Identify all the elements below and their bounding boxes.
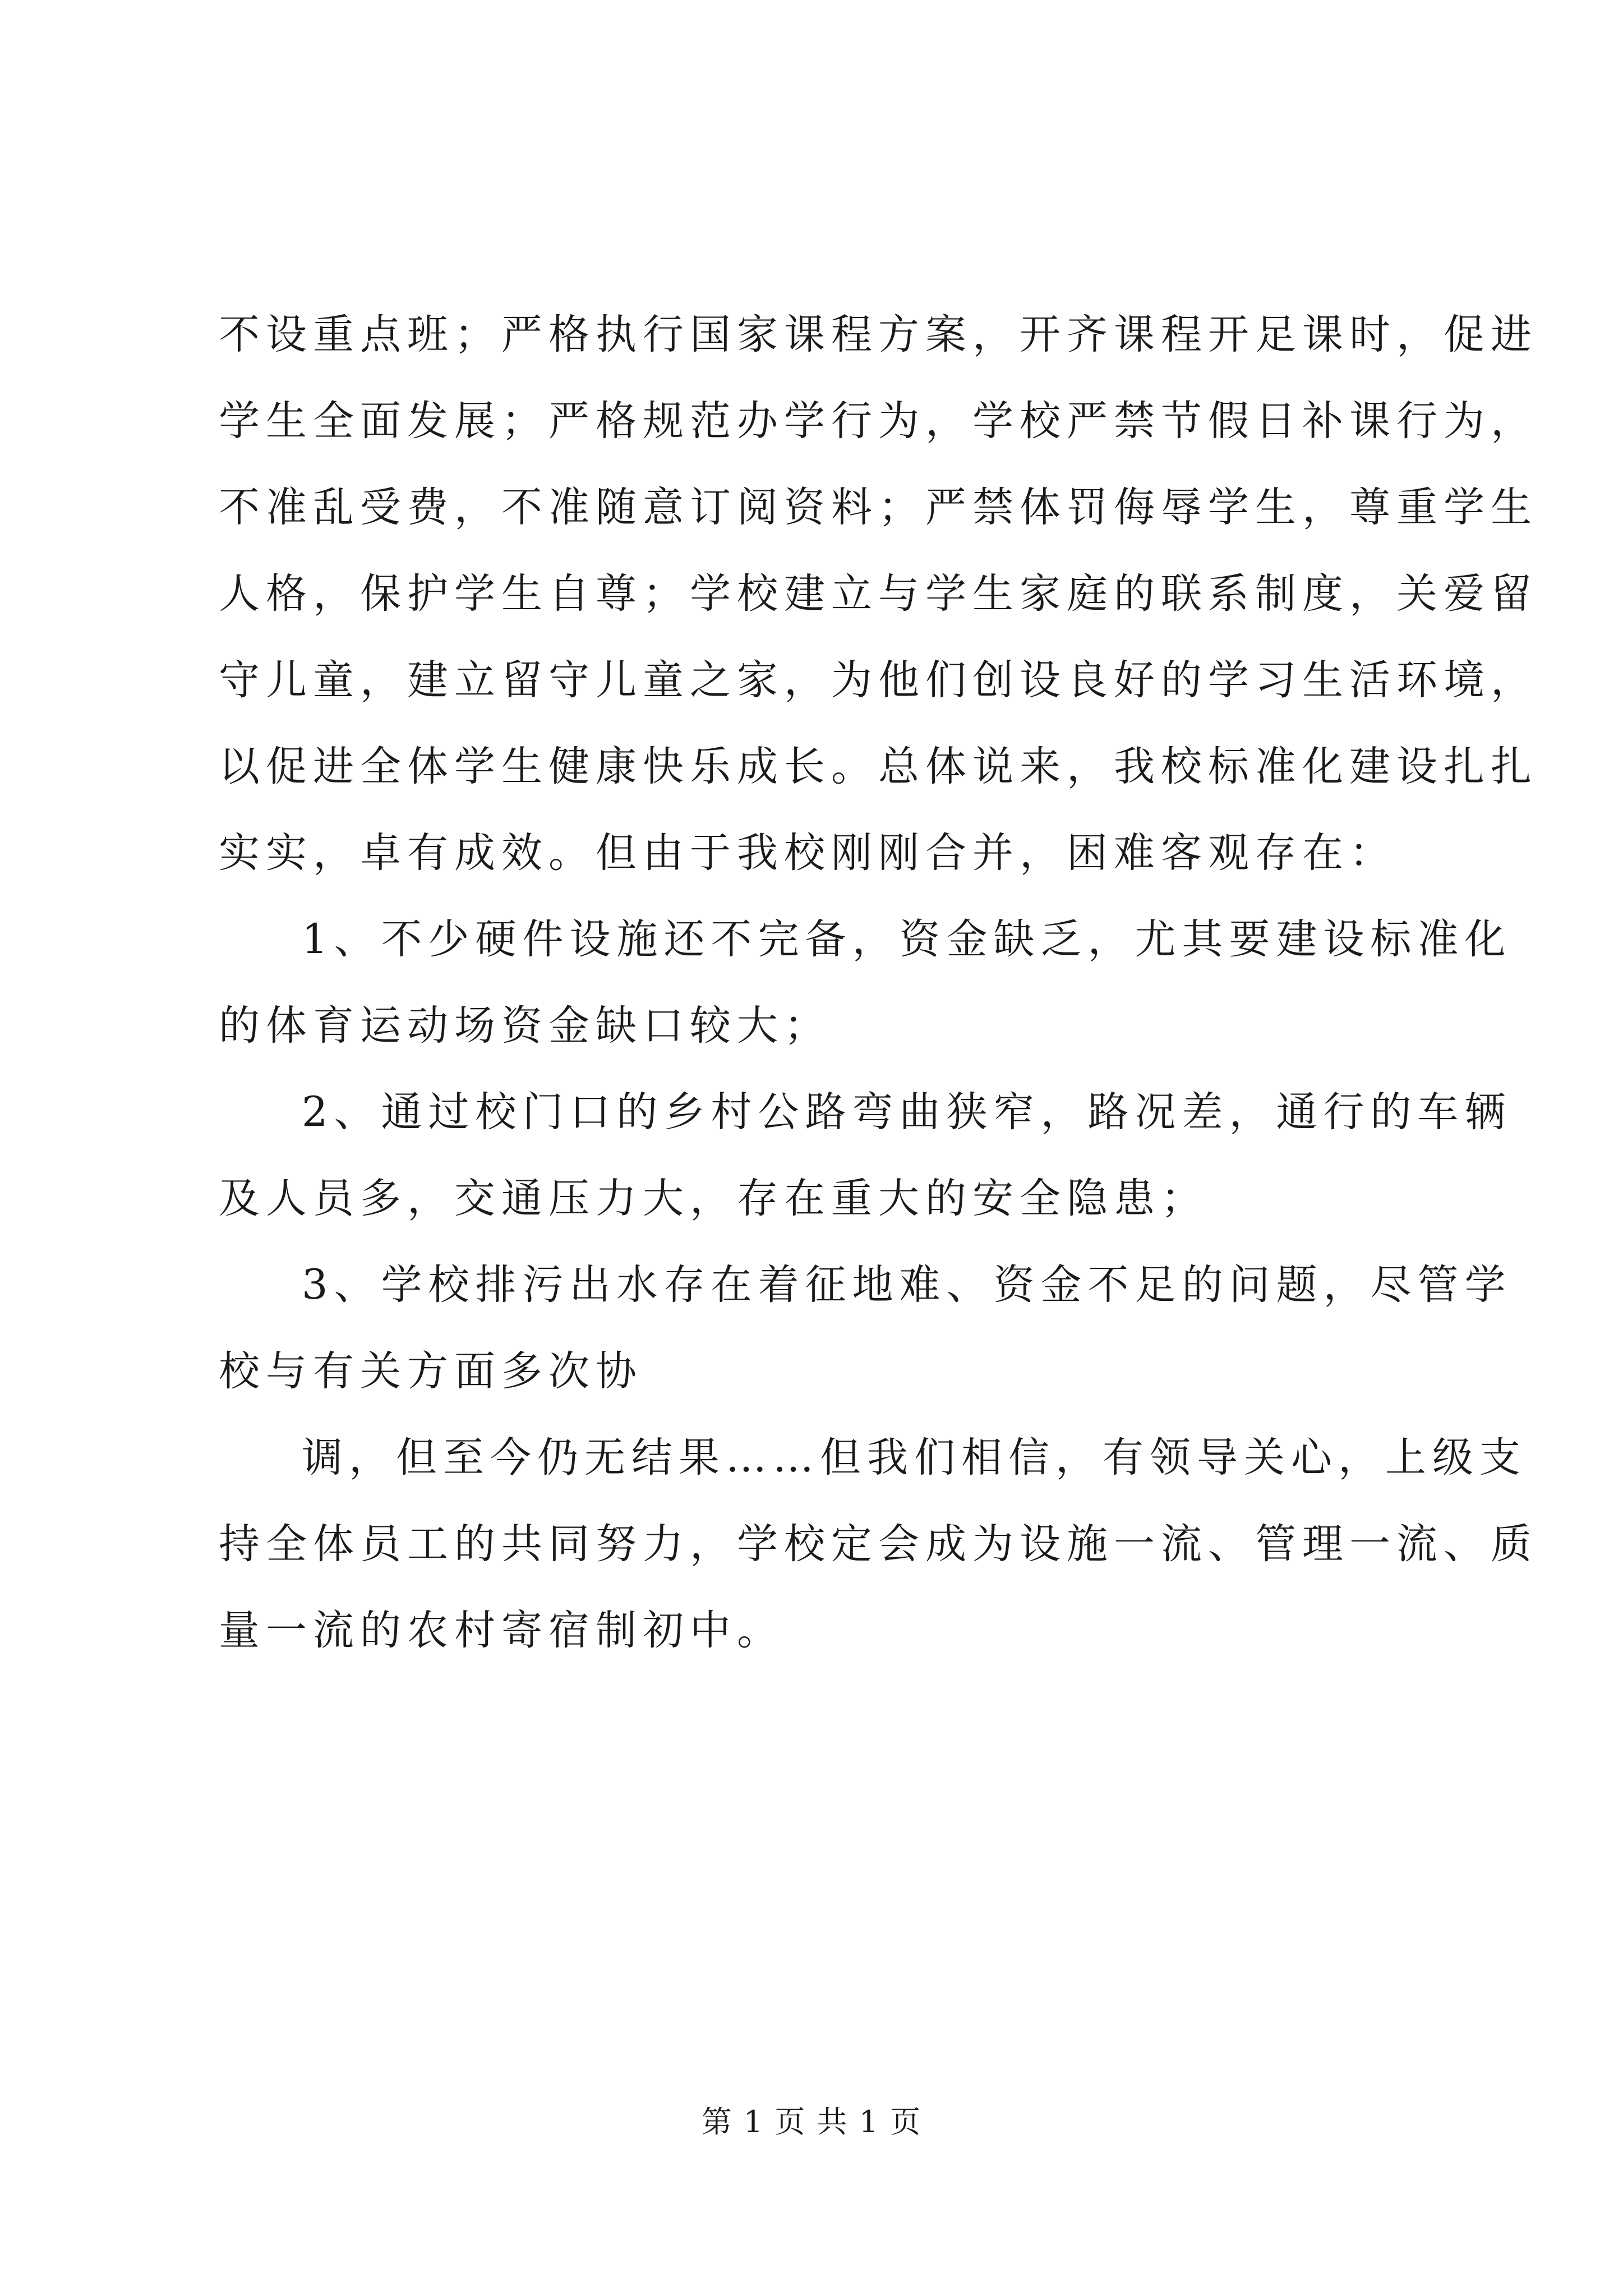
- text-line: 及人员多，交通压力大，存在重大的安全隐患；: [219, 1175, 1208, 1222]
- text-line: 不设重点班；严格执行国家课程方案，开齐课程开足课时，促进: [219, 311, 1538, 358]
- text-line: 以促进全体学生健康快乐成长。总体说来，我校标准化建设扎扎: [219, 743, 1538, 790]
- text-line: 守儿童，建立留守儿童之家，为他们创设良好的学习生活环境，: [219, 656, 1538, 704]
- text-line: 不准乱受费，不准随意订阅资料；严禁体罚侮辱学生，尊重学生: [219, 484, 1538, 531]
- document-body: [219, 292, 1538, 1674]
- list-item-3-line: 3、学校排污出水存在着征地难、资金不足的问题，尽管学: [302, 1261, 1512, 1309]
- text-line: 实实，卓有成效。但由于我校刚刚合并，困难客观存在：: [219, 829, 1396, 877]
- list-item-1-line: 1、不少硬件设施还不完备，资金缺乏，尤其要建设标准化: [302, 915, 1512, 963]
- text-line: 学生全面发展；严格规范办学行为，学校严禁节假日补课行为，: [219, 397, 1538, 445]
- text-line: 持全体员工的共同努力，学校定会成为设施一流、管理一流、质: [219, 1520, 1538, 1568]
- text-line: 量一流的农村寄宿制初中。: [219, 1607, 784, 1654]
- paragraph-line: 调，但至今仍无结果……但我们相信，有领导关心，上级支: [302, 1434, 1527, 1481]
- text-line: 人格，保护学生自尊；学校建立与学生家庭的联系制度，关爱留: [219, 570, 1538, 618]
- text-line: 校与有关方面多次协: [219, 1347, 643, 1395]
- page-number-label: 第 1 页 共 1 页: [701, 2104, 922, 2139]
- text-line: 的体育运动场资金缺口较大；: [219, 1002, 831, 1050]
- page-footer: [0, 2102, 1623, 2142]
- list-item-2-line: 2、通过校门口的乡村公路弯曲狭窄，路况差，通行的车辆: [302, 1088, 1512, 1136]
